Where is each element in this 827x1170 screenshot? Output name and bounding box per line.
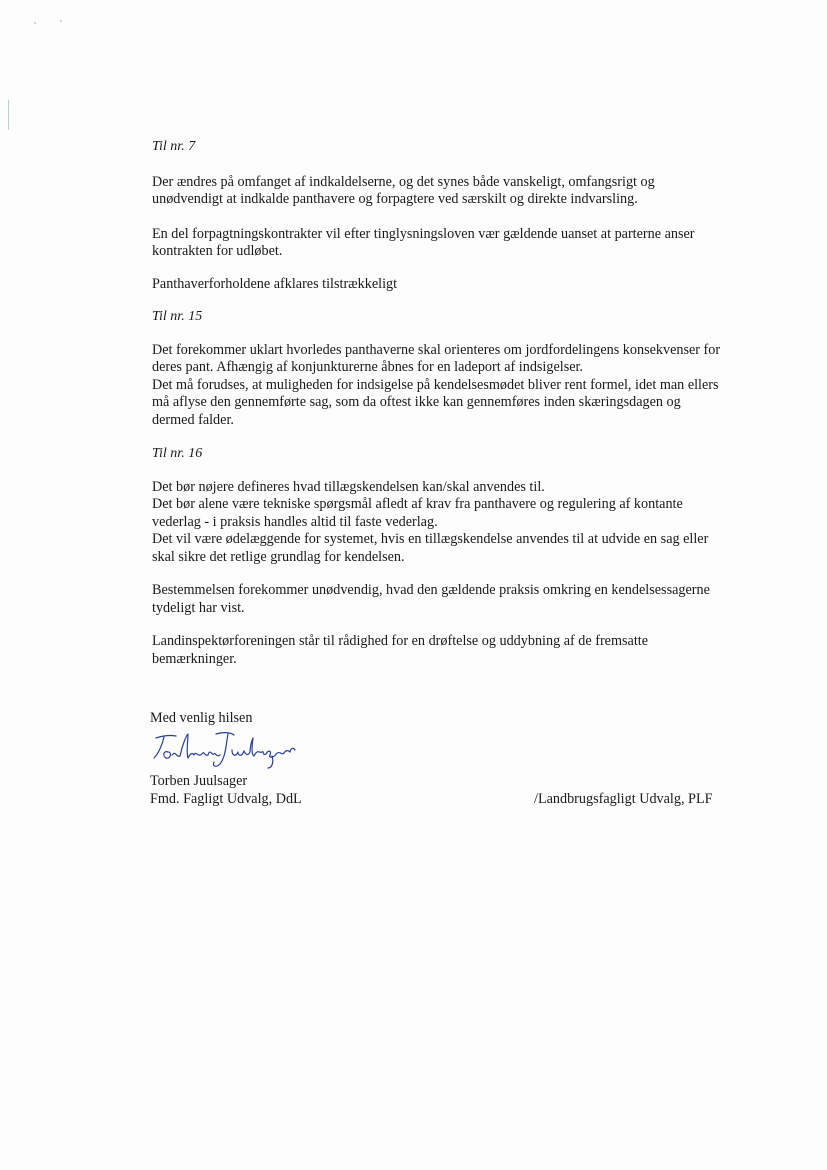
greeting-text: Med venlig hilsen [150,710,253,726]
signer-title-right: /Landbrugsfagligt Udvalg, PLF [534,791,713,807]
scan-speck [34,22,36,24]
paragraph [152,174,752,209]
signer-name: Torben Juulsager [150,773,248,789]
text-line: vederlag - i praksis handles altid til faste vederlag. [152,513,438,530]
text-line: skal sikre det retlige grundlag for kendelsen. [152,548,405,565]
section-heading: Til nr. 16 [152,446,203,461]
paragraph [152,582,752,617]
text-line: Det bør alene være tekniske spørgsmål afledt af krav fra panthavere og regulering af kontante [152,496,683,512]
scan-edge-mark [8,100,9,130]
section-heading: Til nr. 15 [152,309,203,324]
section-heading: Til nr. 7 [152,139,196,154]
text-line: Det vil være ødelæggende for systemet, hvis en tillægskendelse anvendes til at udvide en sag eller [152,531,709,547]
text-line: Bestemmelsen forekommer unødvendig, hvad den gældende praksis omkring en kendelsessagerne [152,582,710,598]
text-line: tydeligt har vist. [152,599,245,616]
text-line: bemærkninger. [152,650,237,667]
signer-details [150,773,302,808]
text-line: Det må forudses, at muligheden for indsigelse på kendelsesmødet bliver rent formel, idet man ellers [152,376,719,393]
text-line: unødvendigt at indkalde panthavere og forpagtere ved særskilt og direkte indvarsling. [152,191,638,207]
text-line: deres pant. Afhængig af konjunkturerne åbnes for en ladeport af indsigelser. [152,359,584,375]
text-line: må aflyse den gennemførte sag, som da oftest ikke kan gennemføres inden skæringsdagen og [152,394,681,410]
scan-speck [60,20,62,22]
handwritten-signature [150,728,300,770]
text-line: Landinspektørforeningen står til rådighed for en drøftelse og uddybning af de fremsatte [152,633,649,649]
text-line: dermed falder. [152,411,234,428]
text-line: kontrakten for udløbet. [152,243,283,259]
paragraph [152,276,752,294]
text-line: Der ændres på omfanget af indkaldelserne, og det synes både vanskeligt, omfangsrigt og [152,173,655,190]
paragraph [152,633,752,668]
paragraph [152,342,752,430]
closing-greeting [150,710,750,728]
text-line: Det bør nøjere defineres hvad tillægskendelsen kan/skal anvendes til. [152,478,545,495]
paragraph [152,479,752,567]
text-line: Panthaverforholdene afklares tilstrækkeligt [152,275,398,292]
signer-title-left: Fmd. Fagligt Udvalg, DdL [150,790,302,807]
signature-graphic [150,728,300,770]
letter-body [152,138,752,668]
text-line: En del forpagtningskontrakter vil efter tinglysningsloven vær gældende uanset at parterne anser [152,225,695,242]
paragraph [152,226,752,261]
text-line: Det forekommer uklart hvorledes panthaverne skal orienteres om jordfordelingens konsekvenser for [152,341,721,358]
